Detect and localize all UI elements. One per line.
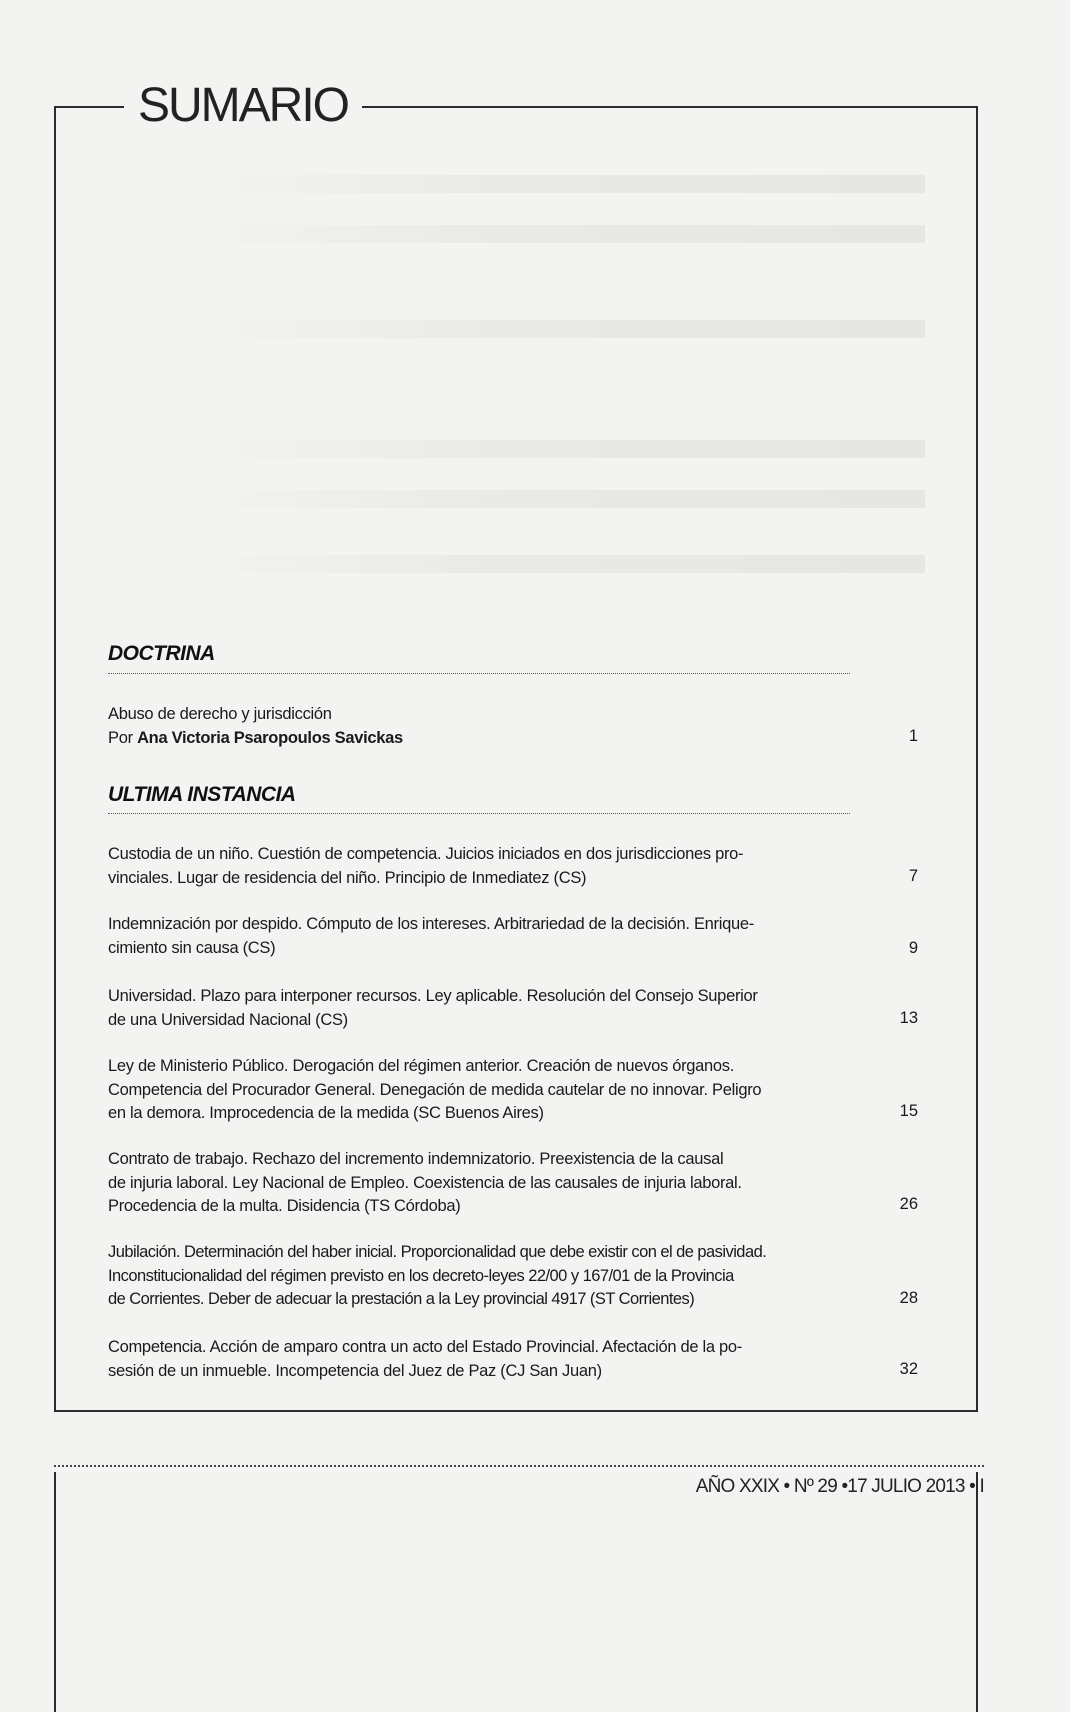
toc-page-number: 28 bbox=[899, 1289, 918, 1307]
toc-entry-line: de injuria laboral. Ley Nacional de Empleo. Coexistencia de las causales de injuria laboral. bbox=[108, 1173, 742, 1192]
toc-entry-line: Custodia de un niño. Cuestión de competencia. Juicios iniciados en dos jurisdicciones pro- bbox=[108, 845, 744, 863]
section-divider bbox=[108, 673, 850, 674]
toc-entry-line: vinciales. Lugar de residencia del niño. Principio de Inmediatez (CS) bbox=[108, 868, 587, 887]
page-title: SUMARIO bbox=[138, 79, 349, 132]
toc-entry bbox=[108, 843, 850, 890]
footer-dotted-rule bbox=[54, 1465, 984, 1467]
toc-page-number: 32 bbox=[899, 1360, 918, 1378]
toc-entry-line: Procedencia de la multa. Disidencia (TS Córdoba) bbox=[108, 1197, 461, 1215]
toc-entry-line: de Corrientes. Deber de adecuar la prestación a la Ley provincial 4917 (ST Corrientes) bbox=[108, 1290, 695, 1308]
section-heading-ultima-instancia: ULTIMA INSTANCIA bbox=[108, 783, 296, 806]
frame-mask bbox=[50, 1412, 990, 1472]
toc-page-number: 1 bbox=[908, 727, 918, 745]
toc-page-number: 9 bbox=[908, 939, 918, 957]
toc-entry-line: Ley de Ministerio Público. Derogación del régimen anterior. Creación de nuevos órganos. bbox=[108, 1057, 735, 1075]
toc-entry bbox=[108, 1241, 850, 1312]
toc-entry-line: en la demora. Improcedencia de la medida (SC Buenos Aires) bbox=[108, 1104, 544, 1122]
toc-entry-line: cimiento sin causa (CS) bbox=[108, 938, 276, 957]
toc-page-number: 13 bbox=[899, 1009, 918, 1027]
toc-entry bbox=[108, 703, 850, 750]
section-heading-doctrina: DOCTRINA bbox=[108, 642, 215, 665]
toc-page-number: 26 bbox=[899, 1195, 918, 1213]
toc-entry-line: Jubilación. Determinación del haber inicial. Proporcionalidad que debe existir con el de pasividad. bbox=[108, 1243, 767, 1261]
toc-entry-line: Indemnización por despido. Cómputo de los intereses. Arbitrariedad de la decisión. Enrique- bbox=[108, 915, 754, 933]
toc-entry-title: Abuso de derecho y jurisdicción bbox=[108, 705, 332, 723]
toc-entry-line: sesión de un inmueble. Incompetencia del Juez de Paz (CJ San Juan) bbox=[108, 1361, 602, 1380]
toc-entry bbox=[108, 1055, 850, 1126]
toc-entry-line: de una Universidad Nacional (CS) bbox=[108, 1010, 348, 1029]
toc-entry bbox=[108, 913, 850, 960]
section-divider bbox=[108, 813, 850, 814]
author-prefix: Por bbox=[108, 728, 138, 747]
toc-entry-author-line bbox=[108, 727, 850, 751]
footer-issue-info: AÑO XXIX • Nº 29 •17 JULIO 2013 • I bbox=[695, 1476, 984, 1497]
author-name: Ana Victoria Psaropoulos Savickas bbox=[137, 728, 403, 747]
toc-entry-line: Competencia del Procurador General. Denegación de medida cautelar de no innovar. Peligro bbox=[108, 1080, 762, 1099]
toc-page-number: 15 bbox=[899, 1102, 918, 1120]
toc-entry bbox=[108, 1336, 850, 1383]
toc-entry bbox=[108, 1148, 850, 1219]
toc-entry bbox=[108, 985, 850, 1032]
toc-entry-line: Competencia. Acción de amparo contra un acto del Estado Provincial. Afectación de la po- bbox=[108, 1338, 742, 1356]
toc-entry-line: Inconstitucionalidad del régimen previsto en los decreto-leyes 22/00 y 167/01 de la Provincia bbox=[108, 1266, 734, 1285]
toc-entry-line: Universidad. Plazo para interponer recursos. Ley aplicable. Resolución del Consejo Superior bbox=[108, 987, 758, 1005]
toc-entry-line: Contrato de trabajo. Rechazo del incremento indemnizatorio. Preexistencia de la causal bbox=[108, 1150, 724, 1168]
toc-page-number: 7 bbox=[908, 867, 918, 885]
